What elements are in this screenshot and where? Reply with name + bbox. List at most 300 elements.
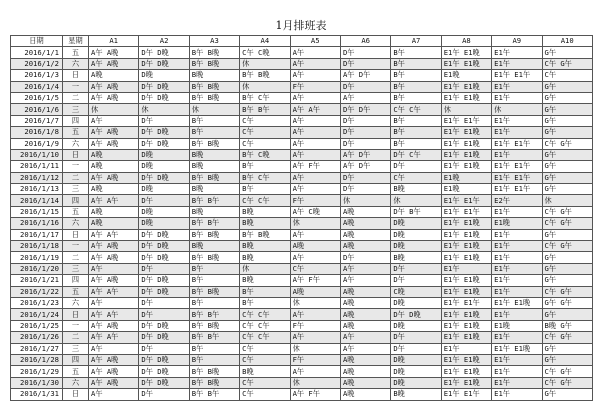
shift-cell-a4: C午: [240, 343, 290, 354]
shift-cell-a7: B午: [391, 58, 441, 69]
shift-cell-a6: A午: [340, 92, 390, 103]
shift-cell-a6: A晚: [340, 206, 390, 217]
shift-cell-a4: B午 C午: [240, 92, 290, 103]
shift-cell-a7: B晚: [391, 389, 441, 400]
shift-cell-a10: C午 G午: [542, 377, 592, 388]
shift-cell-a9: E1午: [492, 377, 542, 388]
shift-cell-a2: D午 D晚: [139, 354, 189, 365]
shift-cell-a6: A晚: [340, 218, 390, 229]
shift-cell-a10: G午: [542, 92, 592, 103]
table-row: [11, 127, 593, 138]
shift-cell-a2: D午 D晚: [139, 229, 189, 240]
shift-cell-a2: D午: [139, 195, 189, 206]
header-cell-a6: A6: [340, 36, 390, 47]
table-row: [11, 115, 593, 126]
shift-cell-a6: D午: [340, 47, 390, 58]
shift-cell-a7: D晚: [391, 297, 441, 308]
shift-cell-a9: E1午: [492, 366, 542, 377]
weekday-cell: 四: [63, 275, 89, 286]
shift-cell-a5: A午 A午: [290, 104, 340, 115]
shift-cell-a3: B午 B晚: [189, 81, 239, 92]
weekday-cell: 三: [63, 104, 89, 115]
shift-cell-a4: C午 C午: [240, 195, 290, 206]
shift-cell-a6: D午: [340, 115, 390, 126]
shift-cell-a6: D午: [340, 172, 390, 183]
shift-cell-a1: A晚: [89, 161, 139, 172]
shift-cell-a2: D午 D晚: [139, 58, 189, 69]
shift-cell-a6: A晚: [340, 229, 390, 240]
shift-cell-a5: A午 F午: [290, 161, 340, 172]
shift-cell-a2: D午 D晚: [139, 366, 189, 377]
date-cell: 2016/1/15: [11, 206, 63, 217]
shift-cell-a2: D午 D晚: [139, 138, 189, 149]
shift-cell-a8: E1午 E1晚: [441, 127, 491, 138]
shift-cell-a8: E1午 E1晚: [441, 81, 491, 92]
shift-cell-a4: C午: [240, 138, 290, 149]
shift-cell-a7: D晚: [391, 354, 441, 365]
shift-cell-a9: E1午: [492, 127, 542, 138]
shift-cell-a7: B午: [391, 81, 441, 92]
shift-cell-a10: G午: [542, 172, 592, 183]
shift-cell-a7: D午: [391, 263, 441, 274]
shift-cell-a8: E1午 E1晚: [441, 354, 491, 365]
shift-cell-a6: A午: [340, 332, 390, 343]
shift-cell-a6: A晚: [340, 377, 390, 388]
shift-cell-a1: 休: [89, 104, 139, 115]
shift-cell-a3: B午 B午: [189, 218, 239, 229]
shift-cell-a5: A晚: [290, 241, 340, 252]
date-cell: 2016/1/13: [11, 184, 63, 195]
shift-cell-a4: C午 C午: [240, 320, 290, 331]
shift-cell-a6: D午: [340, 138, 390, 149]
shift-cell-a3: B晚: [189, 241, 239, 252]
shift-cell-a3: B午: [189, 263, 239, 274]
shift-cell-a2: D晚: [139, 70, 189, 81]
weekday-cell: 六: [63, 297, 89, 308]
shift-cell-a7: D晚: [391, 241, 441, 252]
table-row: [11, 81, 593, 92]
shift-cell-a10: C午 G午: [542, 138, 592, 149]
shift-cell-a5: A午: [290, 58, 340, 69]
weekday-cell: 日: [63, 389, 89, 400]
shift-cell-a2: D晚: [139, 149, 189, 160]
shift-cell-a6: A晚: [340, 241, 390, 252]
shift-cell-a5: A午 F午: [290, 275, 340, 286]
shift-cell-a4: B午: [240, 184, 290, 195]
shift-cell-a7: 休: [391, 195, 441, 206]
shift-cell-a9: E1午: [492, 263, 542, 274]
shift-cell-a2: D晚: [139, 184, 189, 195]
table-row: [11, 206, 593, 217]
shift-cell-a10: G午: [542, 229, 592, 240]
shift-cell-a4: 休: [240, 263, 290, 274]
date-cell: 2016/1/14: [11, 195, 63, 206]
shift-cell-a9: E1午 E1午: [492, 184, 542, 195]
weekday-cell: 日: [63, 149, 89, 160]
shift-cell-a9: E1晚: [492, 218, 542, 229]
shift-cell-a8: E1午 E1晚: [441, 377, 491, 388]
shift-cell-a9: E1午 E1午: [492, 161, 542, 172]
table-row: [11, 195, 593, 206]
shift-cell-a2: D晚: [139, 206, 189, 217]
table-row: [11, 58, 593, 69]
shift-cell-a4: C午 C午: [240, 309, 290, 320]
shift-cell-a4: B晚: [240, 218, 290, 229]
shift-cell-a10: C午 G午: [542, 332, 592, 343]
shift-cell-a7: C晚: [391, 286, 441, 297]
shift-cell-a8: E1午 E1晚: [441, 58, 491, 69]
shift-cell-a7: D晚: [391, 218, 441, 229]
shift-cell-a2: D午 D晚: [139, 275, 189, 286]
shift-cell-a1: A午 A晚: [89, 366, 139, 377]
shift-cell-a1: A午 A晚: [89, 92, 139, 103]
shift-cell-a9: E1午: [492, 92, 542, 103]
weekday-cell: 四: [63, 115, 89, 126]
shift-cell-a3: B晚: [189, 149, 239, 160]
shift-cell-a1: A午 A晚: [89, 172, 139, 183]
shift-cell-a8: E1午 E1午: [441, 389, 491, 400]
shift-cell-a2: D午 D晚: [139, 377, 189, 388]
shift-cell-a2: D午 D晚: [139, 320, 189, 331]
shift-cell-a9: E1午 E1晚: [492, 343, 542, 354]
shift-cell-a1: A午: [89, 263, 139, 274]
shift-cell-a1: A午 A晚: [89, 354, 139, 365]
shift-cell-a10: C午: [542, 70, 592, 81]
weekday-cell: 日: [63, 309, 89, 320]
shift-cell-a10: G午: [542, 263, 592, 274]
shift-cell-a4: B午 C午: [240, 172, 290, 183]
date-cell: 2016/1/29: [11, 366, 63, 377]
shift-cell-a6: D午: [340, 58, 390, 69]
date-cell: 2016/1/5: [11, 92, 63, 103]
shift-cell-a7: B晚: [391, 252, 441, 263]
shift-cell-a3: B晚: [189, 184, 239, 195]
shift-cell-a5: 休: [290, 297, 340, 308]
table-row: [11, 377, 593, 388]
shift-cell-a2: D午 D晚: [139, 286, 189, 297]
header-cell-a3: A3: [189, 36, 239, 47]
header-row: [11, 36, 593, 47]
shift-cell-a6: 休: [340, 195, 390, 206]
shift-cell-a9: E1午 E1午: [492, 70, 542, 81]
shift-cell-a3: B午 B午: [189, 389, 239, 400]
table-row: [11, 138, 593, 149]
shift-cell-a6: A午 D午: [340, 70, 390, 81]
shift-cell-a9: E1午: [492, 309, 542, 320]
shift-cell-a9: E1午: [492, 252, 542, 263]
shift-cell-a7: B午: [391, 70, 441, 81]
shift-cell-a8: E1午 E1晚: [441, 252, 491, 263]
header-cell-a7: A7: [391, 36, 441, 47]
shift-cell-a2: D午: [139, 309, 189, 320]
shift-cell-a4: C午 C晚: [240, 47, 290, 58]
table-row: [11, 241, 593, 252]
shift-cell-a1: A午: [89, 389, 139, 400]
shift-cell-a5: 休: [290, 343, 340, 354]
shift-cell-a3: B午 B晚: [189, 252, 239, 263]
header-cell-a1: A1: [89, 36, 139, 47]
table-row: [11, 47, 593, 58]
shift-cell-a9: E1午 E1晚: [492, 297, 542, 308]
shift-cell-a4: C午: [240, 127, 290, 138]
table-row: [11, 172, 593, 183]
weekday-cell: 六: [63, 138, 89, 149]
shift-cell-a3: B午 B晚: [189, 320, 239, 331]
shift-cell-a3: B午: [189, 115, 239, 126]
date-cell: 2016/1/21: [11, 275, 63, 286]
shift-cell-a3: B午 B晚: [189, 138, 239, 149]
shift-cell-a2: D午: [139, 297, 189, 308]
shift-cell-a6: D午 D午: [340, 104, 390, 115]
date-cell: 2016/1/2: [11, 58, 63, 69]
table-row: [11, 275, 593, 286]
shift-cell-a6: A午 D午: [340, 161, 390, 172]
shift-cell-a9: E1午: [492, 286, 542, 297]
shift-cell-a3: B午 B晚: [189, 366, 239, 377]
shift-cell-a9: E1午: [492, 275, 542, 286]
shift-cell-a9: E1午: [492, 241, 542, 252]
shift-cell-a5: A午: [290, 252, 340, 263]
shift-cell-a5: A午: [290, 149, 340, 160]
weekday-cell: 五: [63, 127, 89, 138]
shift-cell-a1: A午 A午: [89, 286, 139, 297]
shift-cell-a5: A晚: [290, 286, 340, 297]
shift-cell-a7: C午 C午: [391, 104, 441, 115]
shift-cell-a8: E1午 E1晚: [441, 286, 491, 297]
shift-cell-a1: A晚: [89, 206, 139, 217]
date-cell: 2016/1/4: [11, 81, 63, 92]
shift-cell-a5: A午: [290, 92, 340, 103]
shift-cell-a2: D午 D晚: [139, 47, 189, 58]
shift-cell-a1: A午 A午: [89, 229, 139, 240]
date-cell: 2016/1/17: [11, 229, 63, 240]
shift-cell-a1: A晚: [89, 70, 139, 81]
shift-cell-a10: G午: [542, 81, 592, 92]
shift-cell-a3: B午 B晚: [189, 377, 239, 388]
weekday-cell: 三: [63, 343, 89, 354]
shift-cell-a5: A午: [290, 115, 340, 126]
date-cell: 2016/1/27: [11, 343, 63, 354]
page-title: 1月排班表: [275, 19, 327, 32]
date-cell: 2016/1/24: [11, 309, 63, 320]
header-cell-a4: A4: [240, 36, 290, 47]
shift-cell-a1: A午 A晚: [89, 275, 139, 286]
shift-cell-a5: F午: [290, 81, 340, 92]
shift-cell-a8: E1午 E1晚: [441, 366, 491, 377]
table-row: [11, 229, 593, 240]
shift-cell-a4: B午: [240, 161, 290, 172]
shift-cell-a10: G午: [542, 343, 592, 354]
shift-cell-a10: C午 G午: [542, 241, 592, 252]
date-cell: 2016/1/22: [11, 286, 63, 297]
shift-cell-a4: B晚: [240, 241, 290, 252]
shift-cell-a2: 休: [139, 104, 189, 115]
header-cell-date: 日期: [11, 36, 63, 47]
table-row: [11, 389, 593, 400]
shift-cell-a6: D午: [340, 127, 390, 138]
shift-cell-a10: G午: [542, 161, 592, 172]
shift-cell-a1: A午 A晚: [89, 241, 139, 252]
table-row: [11, 366, 593, 377]
shift-cell-a4: B午: [240, 286, 290, 297]
shift-cell-a9: E1午: [492, 229, 542, 240]
shift-cell-a6: A午: [340, 263, 390, 274]
table-row: [11, 70, 593, 81]
shift-cell-a1: A午 A晚: [89, 58, 139, 69]
shift-cell-a4: B午: [240, 297, 290, 308]
shift-cell-a5: A午: [290, 47, 340, 58]
shift-cell-a9: E1午: [492, 149, 542, 160]
shift-cell-a7: B午: [391, 47, 441, 58]
shift-cell-a10: G午: [542, 389, 592, 400]
shift-cell-a8: E1午 E1晚: [441, 275, 491, 286]
shift-cell-a10: G午: [542, 149, 592, 160]
shift-cell-a5: A午: [290, 366, 340, 377]
header-cell-a5: A5: [290, 36, 340, 47]
shift-cell-a9: E1午 E1午: [492, 172, 542, 183]
shift-cell-a8: E1午 E1晚: [441, 241, 491, 252]
shift-cell-a10: 休: [542, 195, 592, 206]
shift-cell-a4: C午: [240, 389, 290, 400]
shift-cell-a10: B晚 G午: [542, 320, 592, 331]
shift-cell-a10: G午: [542, 309, 592, 320]
shift-cell-a7: D午 C午: [391, 149, 441, 160]
shift-cell-a4: C午: [240, 354, 290, 365]
shift-cell-a3: B午: [189, 354, 239, 365]
shift-cell-a5: A午: [290, 127, 340, 138]
shift-cell-a10: C午 G午: [542, 286, 592, 297]
shift-cell-a4: C午: [240, 377, 290, 388]
shift-cell-a8: E1晚: [441, 184, 491, 195]
shift-cell-a3: B晚: [189, 206, 239, 217]
table-row: [11, 218, 593, 229]
shift-cell-a1: A午 A晚: [89, 47, 139, 58]
weekday-cell: 二: [63, 172, 89, 183]
table-row: [11, 309, 593, 320]
shift-cell-a8: E1午 E1午: [441, 115, 491, 126]
shift-cell-a8: E1午 E1晚: [441, 138, 491, 149]
shift-cell-a8: E1午 E1晚: [441, 229, 491, 240]
shift-cell-a5: A午: [290, 184, 340, 195]
shift-cell-a3: B午: [189, 275, 239, 286]
date-cell: 2016/1/30: [11, 377, 63, 388]
shift-cell-a9: E1午: [492, 332, 542, 343]
shift-cell-a5: A午: [290, 70, 340, 81]
shift-cell-a6: A午: [340, 343, 390, 354]
shift-cell-a7: B午: [391, 127, 441, 138]
date-cell: 2016/1/11: [11, 161, 63, 172]
weekday-cell: 六: [63, 58, 89, 69]
shift-cell-a1: A午: [89, 297, 139, 308]
weekday-cell: 一: [63, 81, 89, 92]
table-row: [11, 354, 593, 365]
shift-cell-a10: G午: [542, 354, 592, 365]
shift-cell-a2: D午: [139, 115, 189, 126]
shift-cell-a5: 休: [290, 218, 340, 229]
table-row: [11, 161, 593, 172]
shift-cell-a3: B午: [189, 297, 239, 308]
shift-cell-a4: 休: [240, 81, 290, 92]
shift-cell-a3: B晚: [189, 161, 239, 172]
shift-cell-a7: B午: [391, 115, 441, 126]
weekday-cell: 六: [63, 377, 89, 388]
shift-cell-a7: B午: [391, 92, 441, 103]
shift-cell-a6: A晚: [340, 366, 390, 377]
shift-cell-a1: A午: [89, 343, 139, 354]
shift-cell-a3: B午 B午: [189, 332, 239, 343]
shift-cell-a1: A午 A晚: [89, 127, 139, 138]
shift-cell-a9: 休: [492, 104, 542, 115]
shift-cell-a4: B晚: [240, 275, 290, 286]
shift-cell-a3: B午 B晚: [189, 92, 239, 103]
shift-cell-a7: D午: [391, 275, 441, 286]
shift-cell-a3: B午 B午: [189, 309, 239, 320]
weekday-cell: 一: [63, 320, 89, 331]
shift-cell-a1: A午 A午: [89, 195, 139, 206]
weekday-cell: 一: [63, 161, 89, 172]
shift-cell-a7: D午 D晚: [391, 309, 441, 320]
shift-cell-a10: G午: [542, 115, 592, 126]
date-cell: 2016/1/23: [11, 297, 63, 308]
weekday-cell: 五: [63, 366, 89, 377]
shift-cell-a6: A晚: [340, 320, 390, 331]
date-cell: 2016/1/8: [11, 127, 63, 138]
date-cell: 2016/1/9: [11, 138, 63, 149]
shift-cell-a1: A午 A晚: [89, 377, 139, 388]
table-row: [11, 343, 593, 354]
weekday-cell: 四: [63, 195, 89, 206]
shift-cell-a3: B午 B午: [189, 195, 239, 206]
shift-cell-a8: E1午 E1晚: [441, 149, 491, 160]
shift-cell-a9: E1午: [492, 389, 542, 400]
table-row: [11, 320, 593, 331]
shift-cell-a9: E1午: [492, 81, 542, 92]
shift-cell-a1: A午 A午: [89, 309, 139, 320]
shift-cell-a10: C午 G午: [542, 206, 592, 217]
weekday-cell: 三: [63, 263, 89, 274]
header-cell-weekday: 星期: [63, 36, 89, 47]
shift-cell-a9: E1午: [492, 354, 542, 365]
shift-cell-a5: 休: [290, 377, 340, 388]
shift-cell-a7: C午: [391, 172, 441, 183]
shift-cell-a8: E1午 E1晚: [441, 218, 491, 229]
shift-cell-a5: F午: [290, 195, 340, 206]
shift-cell-a9: E1午: [492, 47, 542, 58]
date-cell: 2016/1/12: [11, 172, 63, 183]
shift-cell-a3: 休: [189, 104, 239, 115]
shift-cell-a6: D午: [340, 252, 390, 263]
shift-cell-a1: A晚: [89, 184, 139, 195]
shift-cell-a8: E1午 E1晚: [441, 161, 491, 172]
header-cell-a10: A10: [542, 36, 592, 47]
shift-cell-a7: D晚: [391, 320, 441, 331]
date-cell: 2016/1/20: [11, 263, 63, 274]
shift-cell-a7: D晚: [391, 229, 441, 240]
shift-cell-a7: B午: [391, 138, 441, 149]
shift-cell-a2: D午 D晚: [139, 252, 189, 263]
shift-cell-a1: A晚: [89, 218, 139, 229]
shift-cell-a6: A午: [340, 275, 390, 286]
shift-cell-a8: E1午 E1晚: [441, 332, 491, 343]
shift-cell-a8: E1晚: [441, 172, 491, 183]
shift-cell-a6: A晚: [340, 297, 390, 308]
date-cell: 2016/1/6: [11, 104, 63, 115]
shift-cell-a8: E1午 E1晚: [441, 92, 491, 103]
weekday-cell: 日: [63, 70, 89, 81]
shift-cell-a8: E1午: [441, 263, 491, 274]
shift-cell-a3: B午 B晚: [189, 58, 239, 69]
date-cell: 2016/1/19: [11, 252, 63, 263]
